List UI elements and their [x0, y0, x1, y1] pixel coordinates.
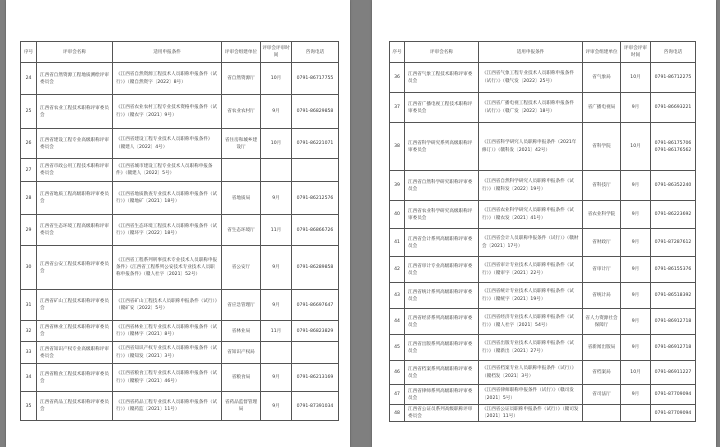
cell-review-time: 11月 — [261, 215, 292, 246]
cell-phone — [292, 159, 339, 182]
cell-organizer: 省农业农村厅 — [222, 95, 261, 129]
cell-organizer: 省广播电视局 — [583, 93, 621, 123]
cell-phone: 0791-86693221 — [651, 93, 696, 123]
header-phone: 咨询电话 — [292, 42, 339, 63]
cell-phone: 0791-87391034 — [292, 392, 339, 421]
cell-organizer: 省应急管理厅 — [222, 290, 261, 321]
table-row — [390, 201, 696, 229]
cell-seq: 36 — [390, 63, 405, 93]
cell-review-time: 9月 — [621, 385, 651, 405]
committee-table-right — [389, 41, 696, 422]
cell-review-time: 9月 — [621, 257, 651, 283]
cell-phone: 0791-86212576 — [292, 182, 339, 215]
cell-organizer — [222, 159, 261, 182]
cell-seq: 27 — [21, 159, 37, 182]
cell-committee-name: 江西省档案系列高级职称评审委员会 — [405, 361, 479, 385]
cell-conditions: 《江西省农业农村工程专业技术资格申报条件（试行）》（赣农字〔2021〕9号） — [113, 95, 222, 129]
table-row — [390, 63, 696, 93]
cell-review-time: 9月 — [621, 201, 651, 229]
cell-conditions: 《江西省城市建设工程专业技术人员职称申报条件》（赣建人〔2022〕5号） — [113, 159, 222, 182]
cell-review-time: 9月 — [261, 182, 292, 215]
cell-committee-name: 江西省经济系列高级职称评审委员会 — [405, 309, 479, 335]
cell-committee-name: 江西省律师系列高级职称评审委员会 — [405, 385, 479, 405]
table-row — [390, 283, 696, 309]
table-row — [390, 309, 696, 335]
cell-conditions: 《江西省统计专业技术人员职称申报条件（试行）》（赣统字〔2021〕19号） — [479, 283, 583, 309]
table-row — [21, 182, 339, 215]
cell-review-time — [621, 405, 651, 422]
cell-organizer: 省农业科学院 — [583, 201, 621, 229]
cell-committee-name: 江西省粮食工程技术职称评审委员会 — [37, 364, 113, 392]
cell-committee-name: 江西省科学研究系列高级职称评审委员会 — [405, 123, 479, 171]
cell-phone: 0791-86829858 — [292, 95, 339, 129]
cell-review-time: 9月 — [621, 283, 651, 309]
cell-organizer: 省粮食局 — [222, 364, 261, 392]
cell-review-time: 9月 — [621, 335, 651, 361]
cell-committee-name: 江西省地质工程高级职称评审委员会 — [37, 182, 113, 215]
cell-seq: 41 — [390, 229, 405, 257]
cell-seq: 44 — [390, 309, 405, 335]
cell-seq: 38 — [390, 123, 405, 171]
table-header-row — [21, 42, 339, 63]
cell-organizer: 省新闻出版局 — [583, 335, 621, 361]
cell-organizer: 省科技厅 — [583, 171, 621, 201]
cell-seq: 42 — [390, 257, 405, 283]
cell-seq: 47 — [390, 385, 405, 405]
table-row — [390, 171, 696, 201]
cell-review-time — [261, 159, 292, 182]
cell-organizer: 省地质局 — [222, 182, 261, 215]
cell-seq: 43 — [390, 283, 405, 309]
cell-phone: 0791-87709094 — [651, 405, 696, 422]
cell-seq: 32 — [21, 321, 37, 342]
cell-conditions: 《江西省生态环境工程技术人员职称申报条件（试行）》（赣环字〔2022〕18号） — [113, 215, 222, 246]
cell-conditions: 《江西省粮食工程专业技术人员职称申报条件（试行）》（赣粮字〔2021〕46号） — [113, 364, 222, 392]
cell-seq: 40 — [390, 201, 405, 229]
cell-phone: 0791-86717755 — [292, 63, 339, 95]
cell-conditions: 《江西省工程系列刑事技术专业技术人员职称申报条件》《江西省工程系列公安技术专业技术人员职称申报条件》（赣人社字〔2021〕52号） — [113, 246, 222, 290]
table-row — [390, 385, 696, 405]
cell-seq: 28 — [21, 182, 37, 215]
cell-organizer: 省公安厅 — [222, 246, 261, 290]
cell-conditions: 《江西省经济专业技术人员职称申报条件（试行）》（赣人社字〔2021〕54号） — [479, 309, 583, 335]
header-cond: 适用申报条件 — [113, 42, 222, 63]
cell-organizer: 省林业局 — [222, 321, 261, 342]
cell-phone: 0791-86823829 — [292, 321, 339, 342]
cell-phone: 0791-86911227 — [651, 361, 696, 385]
cell-review-time: 9月 — [261, 364, 292, 392]
cell-organizer: 省统计局 — [583, 283, 621, 309]
cell-review-time: 9月 — [261, 290, 292, 321]
cell-committee-name: 江西省建设工程专业高级职称评审委员会 — [37, 129, 113, 159]
cell-conditions: 《江西省自然资源工程技术人员职称申报条件（试行）》（赣自然资字〔2022〕8号） — [113, 63, 222, 95]
cell-organizer: 省气象局 — [583, 63, 621, 93]
cell-seq: 34 — [21, 364, 37, 392]
cell-review-time: 9月 — [261, 246, 292, 290]
cell-review-time: 9月 — [621, 93, 651, 123]
table-row — [390, 123, 696, 171]
table-row — [390, 257, 696, 283]
cell-seq: 25 — [21, 95, 37, 129]
cell-committee-name: 江西省知识产权专业高级职称评审委员会 — [37, 342, 113, 364]
table-row — [21, 129, 339, 159]
cell-review-time: 9月 — [621, 309, 651, 335]
table-row — [390, 361, 696, 385]
cell-committee-name: 江西省生态环境工程高级职称评审委员会 — [37, 215, 113, 246]
cell-organizer: 省知识产权局 — [222, 342, 261, 364]
table-row — [21, 392, 339, 421]
cell-phone: 0791-86866726 — [292, 215, 339, 246]
cell-organizer: 省财政厅 — [583, 229, 621, 257]
table-row — [21, 159, 339, 182]
cell-phone: 0791-86697647 — [292, 290, 339, 321]
cell-seq: 33 — [21, 342, 37, 364]
table-row — [390, 405, 696, 422]
cell-phone: 0791-86223692 — [651, 201, 696, 229]
cell-organizer — [583, 405, 621, 422]
cell-committee-name: 江西省自然科学研究职称评审委员会 — [405, 171, 479, 201]
cell-committee-name: 江西省公证员系列高级职称评审委员会 — [405, 405, 479, 422]
cell-organizer: 省科学院 — [583, 123, 621, 171]
cell-committee-name: 江西省药品工程技术职称评审委员会 — [37, 392, 113, 421]
table-row — [21, 95, 339, 129]
cell-seq: 30 — [21, 246, 37, 290]
cell-organizer: 省生态环境厅 — [222, 215, 261, 246]
cell-conditions: 《江西省矿山工程技术人员职称申报条件（试行）》（赣矿安〔2022〕5号） — [113, 290, 222, 321]
table-row — [21, 246, 339, 290]
cell-seq: 31 — [21, 290, 37, 321]
cell-phone: 0791-86518392 — [651, 283, 696, 309]
cell-committee-name: 江西省会计系列高级职称评审委员会 — [405, 229, 479, 257]
table-row — [21, 290, 339, 321]
cell-organizer: 省人力资源社会保障厅 — [583, 309, 621, 335]
cell-review-time: 9月 — [261, 392, 292, 421]
header-seq: 序号 — [21, 42, 37, 63]
cell-conditions: 《江西省会计人员职称申报条件（试行）》（赣财会〔2021〕17号） — [479, 229, 583, 257]
header-org: 评审会组建单位 — [222, 42, 261, 63]
cell-phone: 0791-86912718 — [651, 309, 696, 335]
table-body-left — [21, 63, 339, 421]
header-cond: 适用申报条件 — [479, 42, 583, 63]
cell-seq: 37 — [390, 93, 405, 123]
cell-organizer: 省住房和城乡建设厅 — [222, 129, 261, 159]
cell-conditions: 《江西省建设工程专业技术人员职称申报条件》（赣建人〔2022〕4号） — [113, 129, 222, 159]
cell-organizer: 省药品监督管理局 — [222, 392, 261, 421]
cell-phone: 0791-86221071 — [292, 129, 339, 159]
cell-seq: 48 — [390, 405, 405, 422]
table-row — [21, 364, 339, 392]
cell-review-time: 10月 — [261, 63, 292, 95]
cell-committee-name: 江西省审计专业高级职称评审委员会 — [405, 257, 479, 283]
table-row — [21, 63, 339, 95]
cell-conditions: 《江西省林业工程专业技术人员职称申报条件（试行）》（赣林字〔2021〕8号） — [113, 321, 222, 342]
cell-committee-name: 江西省出版系列高级职称评审委员会 — [405, 335, 479, 361]
header-time: 评审会评审时间 — [261, 42, 292, 63]
cell-conditions: 《江西省地质勘查专业技术人员职称申报条件（试行）》（赣地矿〔2021〕18号） — [113, 182, 222, 215]
cell-review-time — [261, 342, 292, 364]
header-name: 评审会名称 — [405, 42, 479, 63]
cell-conditions: 《江西省广播电视工程技术人员职称申报条件（试行）》（赣广发〔2022〕18号） — [479, 93, 583, 123]
cell-conditions: 《江西省档案专业人员职称申报条件（试行）》（赣档发〔2021〕3号） — [479, 361, 583, 385]
cell-committee-name: 江西省市政公用工程技术职称评审委员会 — [37, 159, 113, 182]
table-row — [390, 335, 696, 361]
header-time: 评审会评审时间 — [621, 42, 651, 63]
cell-committee-name: 江西省自然资源工程地质测绘评审委员会 — [37, 63, 113, 95]
cell-phone: 0791-86912718 — [651, 335, 696, 361]
cell-phone: 0791-86213169 — [292, 364, 339, 392]
cell-conditions: 《江西省气象工程专业技术人员职称申报条件（试行）》（赣气发〔2022〕25号） — [479, 63, 583, 93]
document-page-left — [6, 0, 350, 447]
cell-review-time: 10月 — [621, 361, 651, 385]
cell-organizer: 省自然资源厅 — [222, 63, 261, 95]
cell-organizer: 省审计厅 — [583, 257, 621, 283]
cell-phone — [292, 342, 339, 364]
cell-seq: 29 — [21, 215, 37, 246]
cell-review-time: 9月 — [261, 95, 292, 129]
table-header-row — [390, 42, 696, 63]
cell-committee-name: 江西省农业科学研究高级职称评审委员会 — [405, 201, 479, 229]
cell-review-time: 10月 — [621, 63, 651, 93]
cell-review-time: 10月 — [621, 123, 651, 171]
cell-conditions: 《江西省律师职称申报条件（试行）》（赣司发〔2021〕5号） — [479, 385, 583, 405]
cell-conditions: 《江西省科学研究人员职称申报条件（2021年修订）》（赣科发〔2021〕42号） — [479, 123, 583, 171]
cell-phone: 0791-86289858 — [292, 246, 339, 290]
cell-conditions: 《江西省自然科学研究人员职称申报条件（试行）》（赣科发〔2022〕19号） — [479, 171, 583, 201]
cell-review-time: 9月 — [621, 229, 651, 257]
cell-committee-name: 江西省气象工程技术职称评审委员会 — [405, 63, 479, 93]
cell-review-time: 10月 — [261, 129, 292, 159]
cell-committee-name: 江西省矿山工程技术职称评审委员会 — [37, 290, 113, 321]
table-row — [390, 93, 696, 123]
cell-conditions: 《江西省农业科学研究人员职称申报条件（试行）》（赣农发〔2021〕41号） — [479, 201, 583, 229]
table-row — [21, 215, 339, 246]
cell-conditions: 《江西省药品工程专业技术人员职称申报条件（试行）》（赣药监〔2021〕11号） — [113, 392, 222, 421]
cell-seq: 24 — [21, 63, 37, 95]
cell-seq: 39 — [390, 171, 405, 201]
cell-committee-name: 江西省广播电视工程技术职称评审委员会 — [405, 93, 479, 123]
header-phone: 咨询电话 — [651, 42, 696, 63]
cell-review-time: 11月 — [261, 321, 292, 342]
cell-committee-name: 江西省林业工程技术职称评审委员会 — [37, 321, 113, 342]
document-page-right — [372, 0, 716, 447]
cell-phone: 0791-86175706 0791-86176562 — [651, 123, 696, 171]
table-row — [21, 342, 339, 364]
cell-phone: 0791-86712275 — [651, 63, 696, 93]
cell-phone: 0791-86352240 — [651, 171, 696, 201]
cell-conditions: 《江西省知识产权专业技术人员职称申报条件（试行）》（赣知发〔2021〕3号） — [113, 342, 222, 364]
table-body-right — [390, 63, 696, 422]
cell-phone: 0791-87287612 — [651, 229, 696, 257]
table-row — [21, 321, 339, 342]
cell-seq: 26 — [21, 129, 37, 159]
cell-conditions: 《江西省公证员职称申报条件（试行）》（赣司发〔2021〕11号） — [479, 405, 583, 422]
table-row — [390, 229, 696, 257]
cell-organizer: 省司法厅 — [583, 385, 621, 405]
cell-review-time: 9月 — [621, 171, 651, 201]
cell-committee-name: 江西省农业工程技术职称评审委员会 — [37, 95, 113, 129]
header-org: 评审会组建单位 — [583, 42, 621, 63]
header-name: 评审会名称 — [37, 42, 113, 63]
cell-organizer: 省档案局 — [583, 361, 621, 385]
cell-phone: 0791-87709094 — [651, 385, 696, 405]
cell-seq: 45 — [390, 335, 405, 361]
cell-conditions: 《江西省出版专业技术人员职称申报条件（试行）》（赣新出〔2021〕27号） — [479, 335, 583, 361]
cell-seq: 35 — [21, 392, 37, 421]
cell-committee-name: 江西省统计系列高级职称评审委员会 — [405, 283, 479, 309]
cell-phone: 0791-86155376 — [651, 257, 696, 283]
committee-table-left — [20, 41, 339, 421]
header-seq: 序号 — [390, 42, 405, 63]
cell-conditions: 《江西省审计专业技术人员职称申报条件（试行）》（赣审字〔2021〕22号） — [479, 257, 583, 283]
cell-committee-name: 江西省公安工程技术职称评审委员会 — [37, 246, 113, 290]
cell-seq: 46 — [390, 361, 405, 385]
